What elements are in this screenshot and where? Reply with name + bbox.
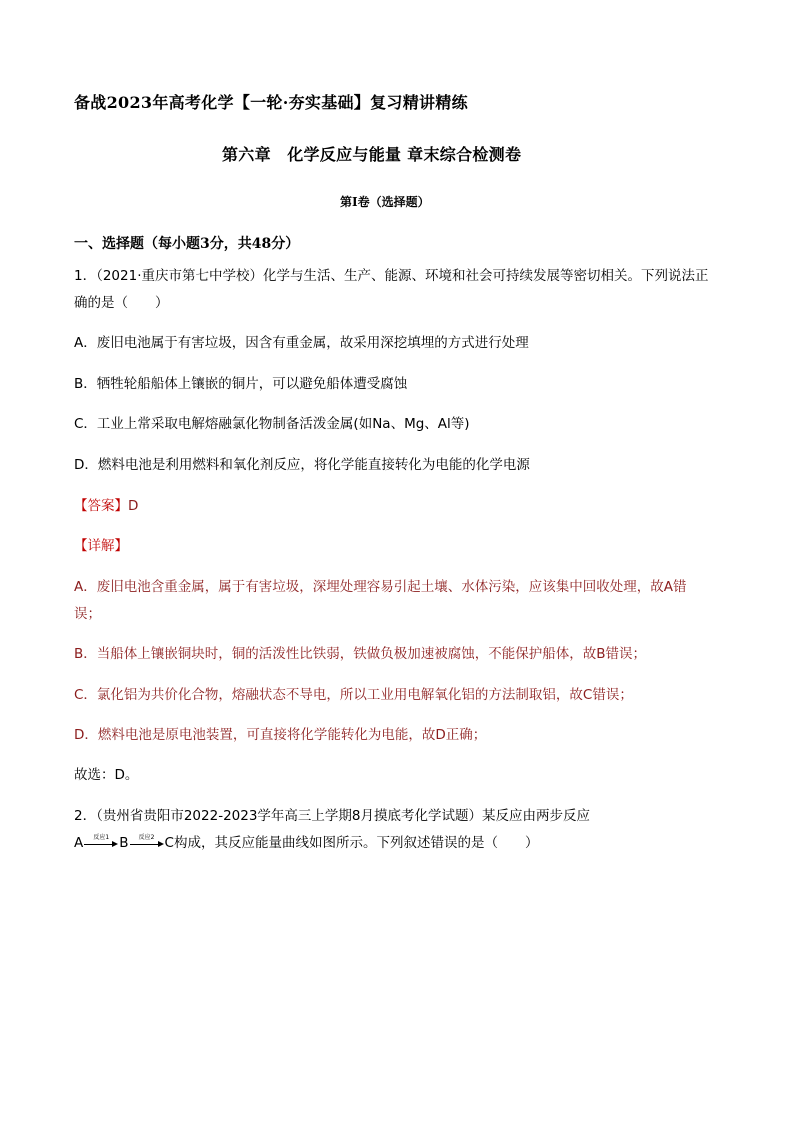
question-2-stem-rest: 构成，其反应能量曲线如图所示。下列叙述错误的是（ ） <box>173 835 539 851</box>
reaction-2-label: 反应2 <box>138 834 155 841</box>
volume-title: 第I卷（选择题） <box>340 195 430 209</box>
question-1-detail-tag: 【详解】 <box>74 538 128 554</box>
question-1-conclusion: 故选：D。 <box>74 767 139 783</box>
question-1-stem-line-1: 1．（2021·重庆市第七中学校）化学与生活、生产、能源、环境和社会可持续发展等密切相关。下列说法正 <box>74 268 709 284</box>
reaction-2-arrow <box>130 836 164 850</box>
document-title: 备战2023年高考化学【一轮·夯实基础】复习精讲精练 <box>74 93 468 112</box>
question-1-answer <box>74 497 138 515</box>
question-1-detail-a-line-2: 误； <box>74 606 101 622</box>
question-1-stem-line-2: 确的是（ ） <box>74 295 169 311</box>
question-1-option-d: D．燃料电池是利用燃料和氧化剂反应，将化学能直接转化为电能的化学电源 <box>74 457 530 473</box>
species-c: C <box>164 835 174 851</box>
question-1-detail-d: D．燃料电池是原电池装置，可直接将化学能转化为电能，故D正确； <box>74 727 487 743</box>
question-1-option-b: B．牺牲轮船船体上镶嵌的铜片，可以避免船体遭受腐蚀 <box>74 376 408 392</box>
question-1-detail-c: C．氯化铝为共价化合物，熔融状态不导电，所以工业用电解氧化铝的方法制取铝，故C错误； <box>74 687 633 703</box>
reaction-1-arrow <box>84 836 118 850</box>
question-1-option-a: A．废旧电池属于有害垃圾，因含有重金属，故采用深挖填埋的方式进行处理 <box>74 335 529 351</box>
question-2-stem-line-2 <box>74 834 538 852</box>
reaction-1-label: 反应1 <box>93 834 110 841</box>
chapter-title: 第六章 化学反应与能量 章末综合检测卷 <box>222 145 522 164</box>
question-1-detail-b: B．当船体上镶嵌铜块时，铜的活泼性比铁弱，铁做负极加速被腐蚀，不能保护船体，故B错误； <box>74 646 647 662</box>
question-1-option-c: C．工业上常采取电解熔融氯化物制备活泼金属(如Na、Mg、Al等) <box>74 416 470 432</box>
species-b: B <box>119 835 129 851</box>
answer-value: D <box>128 498 139 514</box>
species-a: A <box>74 835 84 851</box>
question-1-detail-a-line-1: A．废旧电池含重金属，属于有害垃圾，深埋处理容易引起土壤、水体污染，应该集中回收处理，故A错 <box>74 579 687 595</box>
question-2-stem-line-1: 2．（贵州省贵阳市2022-2023学年高三上学期8月摸底考化学试题）某反应由两步反应 <box>74 808 591 824</box>
section-heading: 一、选择题（每小题3分，共48分） <box>74 236 300 252</box>
answer-tag: 【答案】 <box>74 498 128 514</box>
